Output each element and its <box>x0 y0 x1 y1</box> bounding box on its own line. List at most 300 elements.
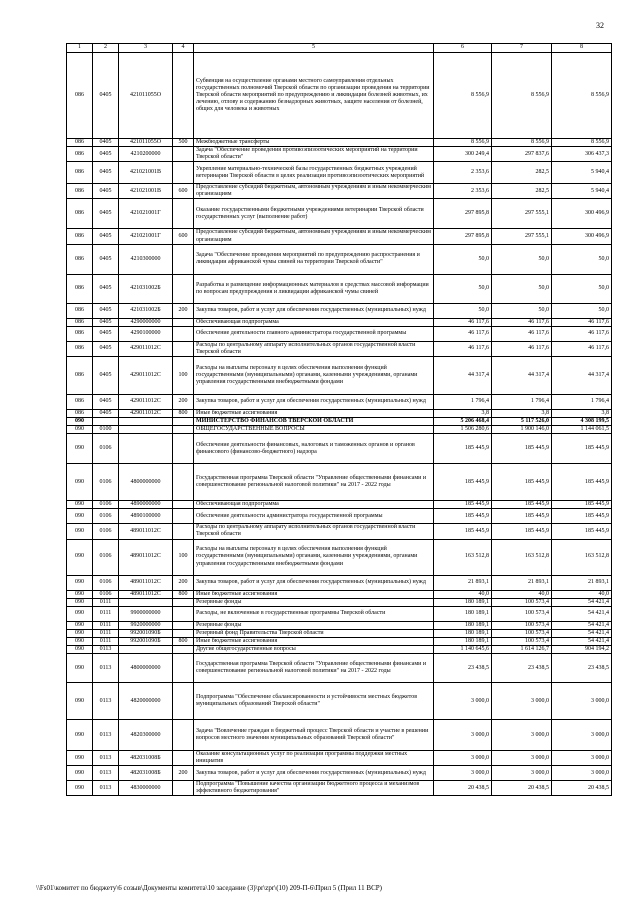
amount-year1-cell: 3 000,0 <box>434 720 492 751</box>
target-article-cell <box>119 426 173 434</box>
amount-year2-cell: 282,5 <box>492 162 552 184</box>
amount-year3-cell: 3,8 <box>552 409 612 417</box>
expense-type-cell <box>173 720 194 751</box>
section-code-cell: 0100 <box>93 426 119 434</box>
target-article-cell: 489011012С <box>119 575 173 590</box>
target-article-cell: 421021001Г <box>119 199 173 229</box>
table-row <box>67 244 612 274</box>
amount-year1-cell: 1 140 645,6 <box>434 645 492 653</box>
table-row <box>67 621 612 629</box>
description-cell: Оказание консультационных услуг по реализации программы поддержки местных инициатив <box>194 751 434 766</box>
header-cell: 4 <box>173 44 194 53</box>
description-cell: Иные бюджетные ассигнования <box>194 590 434 598</box>
target-article-cell: 421011055О <box>119 139 173 147</box>
expense-type-cell: 200 <box>173 303 194 318</box>
target-article-cell: 9900000000 <box>119 606 173 621</box>
amount-year2-cell: 3 000,0 <box>492 683 552 720</box>
section-code-cell: 0113 <box>93 766 119 781</box>
section-code-cell: 0405 <box>93 409 119 417</box>
description-cell: Задача "Вовлечение граждан в бюджетный процесс Тверской области и участие в решении вопросов местного значения муниципальных образований Тверской области" <box>194 720 434 751</box>
amount-year3-cell: 50,0 <box>552 303 612 318</box>
amount-year3-cell: 40,0 <box>552 590 612 598</box>
expense-type-cell <box>173 274 194 303</box>
table-row <box>67 766 612 781</box>
amount-year1-cell: 300 249,4 <box>434 147 492 162</box>
expense-type-cell <box>173 434 194 464</box>
description-cell: Укрепление материально-технической базы государственных бюджетных учреждений ветеринарии Тверской области в целях реализации противоэпизоотических мероприятий <box>194 162 434 184</box>
amount-year3-cell: 185 445,9 <box>552 434 612 464</box>
amount-year1-cell: 3 000,0 <box>434 766 492 781</box>
table-row <box>67 683 612 720</box>
amount-year2-cell: 3,8 <box>492 409 552 417</box>
description-cell: Иные бюджетные ассигнования <box>194 637 434 645</box>
amount-year2-cell: 100 573,4 <box>492 629 552 637</box>
amount-year1-cell: 2 353,6 <box>434 162 492 184</box>
amount-year3-cell: 54 421,4 <box>552 598 612 606</box>
target-article-cell: 4820000000 <box>119 683 173 720</box>
amount-year3-cell: 185 445,9 <box>552 509 612 524</box>
admin-code-cell: 086 <box>67 303 93 318</box>
target-article-cell: 9920000000 <box>119 621 173 629</box>
admin-code-cell: 086 <box>67 199 93 229</box>
admin-code-cell: 090 <box>67 751 93 766</box>
expense-type-cell <box>173 629 194 637</box>
amount-year3-cell: 300 496,9 <box>552 199 612 229</box>
target-article-cell: 4800000000 <box>119 654 173 683</box>
amount-year1-cell: 23 438,5 <box>434 654 492 683</box>
amount-year1-cell: 1 506 280,6 <box>434 426 492 434</box>
target-article-cell: 4800000000 <box>119 464 173 501</box>
expense-type-cell: 800 <box>173 590 194 598</box>
amount-year2-cell: 21 893,1 <box>492 575 552 590</box>
table-row <box>67 341 612 356</box>
description-cell: Другие общегосударственные вопросы <box>194 645 434 653</box>
amount-year1-cell: 1 796,4 <box>434 394 492 409</box>
admin-code-cell: 086 <box>67 326 93 341</box>
expense-type-cell <box>173 524 194 539</box>
admin-code-cell: 090 <box>67 524 93 539</box>
header-cell: 7 <box>492 44 552 53</box>
amount-year2-cell: 46 117,6 <box>492 341 552 356</box>
amount-year2-cell: 100 573,4 <box>492 621 552 629</box>
target-article-cell: 489011012С <box>119 539 173 575</box>
admin-code-cell: 090 <box>67 781 93 796</box>
amount-year1-cell: 180 189,1 <box>434 621 492 629</box>
expense-type-cell <box>173 501 194 509</box>
amount-year2-cell: 297 555,1 <box>492 199 552 229</box>
admin-code-cell: 086 <box>67 341 93 356</box>
header-cell: 2 <box>93 44 119 53</box>
amount-year1-cell: 3 000,0 <box>434 751 492 766</box>
table-row <box>67 356 612 394</box>
amount-year2-cell: 50,0 <box>492 303 552 318</box>
description-cell: Обеспечение деятельности финансовых, налоговых и таможенных органов и органов финансового (финансово-бюджетного) надзора <box>194 434 434 464</box>
description-cell: Закупка товаров, работ и услуг для обеспечения государственных (муниципальных) нужд <box>194 394 434 409</box>
description-cell: Закупка товаров, работ и услуг для обеспечения государственных (муниципальных) нужд <box>194 575 434 590</box>
target-article-cell <box>119 645 173 653</box>
table-row <box>67 575 612 590</box>
amount-year3-cell: 904 194,2 <box>552 645 612 653</box>
description-cell: Расходы на выплаты персоналу в целях обеспечения выполнения функций государственными (муниципальными) органами, казенными учреждениями, органами управления государственными внебюджетными фондами <box>194 539 434 575</box>
admin-code-cell: 086 <box>67 394 93 409</box>
table-row <box>67 645 612 653</box>
section-code-cell: 0106 <box>93 464 119 501</box>
amount-year1-cell: 185 445,9 <box>434 501 492 509</box>
admin-code-cell: 090 <box>67 720 93 751</box>
expense-type-cell: 200 <box>173 394 194 409</box>
amount-year3-cell: 23 438,5 <box>552 654 612 683</box>
section-code-cell: 0405 <box>93 326 119 341</box>
expense-type-cell: 100 <box>173 356 194 394</box>
amount-year3-cell: 300 496,9 <box>552 229 612 244</box>
amount-year2-cell: 3 000,0 <box>492 766 552 781</box>
amount-year2-cell: 185 445,9 <box>492 524 552 539</box>
amount-year1-cell: 50,0 <box>434 244 492 274</box>
amount-year3-cell: 54 421,4 <box>552 637 612 645</box>
target-article-cell: 4830000000 <box>119 781 173 796</box>
target-article-cell: 4210200000 <box>119 147 173 162</box>
amount-year3-cell: 3 000,0 <box>552 766 612 781</box>
target-article-cell: 421021001В <box>119 184 173 199</box>
target-article-cell: 4890100000 <box>119 509 173 524</box>
admin-code-cell: 090 <box>67 539 93 575</box>
amount-year1-cell: 8 556,9 <box>434 139 492 147</box>
amount-year3-cell: 306 437,3 <box>552 147 612 162</box>
amount-year3-cell: 4 308 199,5 <box>552 418 612 426</box>
description-cell: Государственная программа Тверской области "Управление общественными финансами и совершенствование региональной налоговой политики" на 2017 - 2022 годы <box>194 654 434 683</box>
admin-code-cell: 090 <box>67 501 93 509</box>
amount-year3-cell: 8 556,9 <box>552 53 612 139</box>
amount-year1-cell: 3 000,0 <box>434 683 492 720</box>
amount-year3-cell: 185 445,9 <box>552 524 612 539</box>
amount-year1-cell: 185 445,9 <box>434 464 492 501</box>
expense-type-cell <box>173 464 194 501</box>
expense-type-cell: 600 <box>173 229 194 244</box>
section-code-cell: 0106 <box>93 590 119 598</box>
description-cell: Субвенция на осуществление органами местного самоуправления отдельных государственных полномочий Тверской области по организации проведения на территории Тверской области мероприятий по предупреждению и ликвидации болезней животных, их лечению, отлову и содержанию безнадзорных животных, защите населения от болезней, общих для человека и животных <box>194 53 434 139</box>
amount-year1-cell: 180 189,1 <box>434 637 492 645</box>
amount-year1-cell: 180 189,1 <box>434 629 492 637</box>
table-row <box>67 326 612 341</box>
table-row <box>67 629 612 637</box>
section-code-cell: 0113 <box>93 751 119 766</box>
section-code-cell: 0113 <box>93 645 119 653</box>
section-code-cell: 0405 <box>93 341 119 356</box>
expense-type-cell <box>173 606 194 621</box>
section-code-cell: 0106 <box>93 539 119 575</box>
amount-year2-cell: 100 573,4 <box>492 598 552 606</box>
amount-year3-cell: 1 796,4 <box>552 394 612 409</box>
description-cell: Расходы на выплаты персоналу в целях обеспечения выполнения функций государственными (муниципальными) органами, казенными учреждениями, органами управления государственными внебюджетными фондами <box>194 356 434 394</box>
description-cell: Задача "Обеспечение проведения мероприятий по предупреждению распространения и ликвидации африканской чумы свиней на территории Тверской области" <box>194 244 434 274</box>
expense-type-cell <box>173 147 194 162</box>
expense-type-cell: 100 <box>173 539 194 575</box>
amount-year1-cell: 5 206 468,4 <box>434 418 492 426</box>
amount-year2-cell: 185 445,9 <box>492 464 552 501</box>
target-article-cell: 421031002Б <box>119 303 173 318</box>
section-code-cell: 0113 <box>93 720 119 751</box>
section-code-cell: 0111 <box>93 629 119 637</box>
target-article-cell <box>119 434 173 464</box>
amount-year2-cell: 40,0 <box>492 590 552 598</box>
admin-code-cell: 086 <box>67 409 93 417</box>
table-row <box>67 162 612 184</box>
table-row <box>67 426 612 434</box>
amount-year3-cell: 46 117,6 <box>552 341 612 356</box>
amount-year1-cell: 185 445,9 <box>434 524 492 539</box>
target-article-cell: 421031002Б <box>119 274 173 303</box>
header-cell: 6 <box>434 44 492 53</box>
target-article-cell: 4290000000 <box>119 318 173 326</box>
amount-year2-cell: 100 573,4 <box>492 606 552 621</box>
admin-code-cell: 090 <box>67 654 93 683</box>
section-code-cell: 0405 <box>93 162 119 184</box>
expense-type-cell: 500 <box>173 139 194 147</box>
amount-year3-cell: 5 940,4 <box>552 184 612 199</box>
section-code-cell: 0106 <box>93 501 119 509</box>
amount-year2-cell: 100 573,4 <box>492 637 552 645</box>
description-cell: Иные бюджетные ассигнования <box>194 409 434 417</box>
target-article-cell: 4290100000 <box>119 326 173 341</box>
admin-code-cell: 090 <box>67 621 93 629</box>
section-code-cell: 0405 <box>93 53 119 139</box>
admin-code-cell: 086 <box>67 244 93 274</box>
amount-year2-cell: 44 317,4 <box>492 356 552 394</box>
section-code-cell: 0106 <box>93 575 119 590</box>
amount-year1-cell: 163 512,8 <box>434 539 492 575</box>
table-row <box>67 434 612 464</box>
amount-year3-cell: 20 438,5 <box>552 781 612 796</box>
table-row <box>67 781 612 796</box>
description-cell: Закупка товаров, работ и услуг для обеспечения государственных (муниципальных) нужд <box>194 303 434 318</box>
amount-year2-cell: 50,0 <box>492 274 552 303</box>
description-cell: Расходы по центральному аппарату исполнительных органов государственной власти Тверской области <box>194 341 434 356</box>
file-path-footer: \\Fs01\комитет по бюджету\6 созыв\Документы комитета\10 заседание (3)\pr\zpr\(10) 209-П-6\Прил 5 (Прил 11 ВСР) <box>36 884 382 892</box>
amount-year2-cell: 297 555,1 <box>492 229 552 244</box>
table-row <box>67 409 612 417</box>
admin-code-cell: 086 <box>67 53 93 139</box>
section-code-cell: 0405 <box>93 318 119 326</box>
section-code-cell: 0111 <box>93 637 119 645</box>
admin-code-cell: 086 <box>67 356 93 394</box>
table-row <box>67 464 612 501</box>
table-row <box>67 751 612 766</box>
admin-code-cell: 086 <box>67 139 93 147</box>
amount-year2-cell: 20 438,5 <box>492 781 552 796</box>
description-cell: Предоставление субсидий бюджетным, автономным учреждениям и иным некоммерческим организациям <box>194 229 434 244</box>
admin-code-cell: 090 <box>67 464 93 501</box>
amount-year1-cell: 2 353,6 <box>434 184 492 199</box>
section-code-cell: 0113 <box>93 683 119 720</box>
description-cell: Расходы по центральному аппарату исполнительных органов государственной власти Тверской области <box>194 524 434 539</box>
amount-year2-cell: 282,5 <box>492 184 552 199</box>
amount-year3-cell: 50,0 <box>552 244 612 274</box>
section-code-cell: 0113 <box>93 781 119 796</box>
section-code-cell: 0405 <box>93 303 119 318</box>
section-code-cell: 0111 <box>93 606 119 621</box>
amount-year1-cell: 180 189,1 <box>434 606 492 621</box>
table-row <box>67 318 612 326</box>
amount-year1-cell: 46 117,6 <box>434 341 492 356</box>
target-article-cell: 4890000000 <box>119 501 173 509</box>
expense-type-cell: 200 <box>173 766 194 781</box>
table-row <box>67 637 612 645</box>
admin-code-cell: 090 <box>67 766 93 781</box>
table-row <box>67 524 612 539</box>
table-row <box>67 720 612 751</box>
amount-year2-cell: 3 000,0 <box>492 720 552 751</box>
expense-type-cell <box>173 426 194 434</box>
target-article-cell: 482031008Б <box>119 766 173 781</box>
expense-type-cell <box>173 509 194 524</box>
table-row <box>67 199 612 229</box>
description-cell: Резервные фонды <box>194 621 434 629</box>
table-row <box>67 418 612 426</box>
admin-code-cell: 090 <box>67 637 93 645</box>
page-number: 32 <box>596 21 604 30</box>
expense-type-cell: 200 <box>173 575 194 590</box>
admin-code-cell: 086 <box>67 274 93 303</box>
section-code-cell: 0405 <box>93 356 119 394</box>
section-code-cell: 0106 <box>93 524 119 539</box>
table-row <box>67 539 612 575</box>
expense-type-cell: 600 <box>173 184 194 199</box>
amount-year1-cell: 40,0 <box>434 590 492 598</box>
target-article-cell: 489011012С <box>119 524 173 539</box>
header-cell: 1 <box>67 44 93 53</box>
table-row <box>67 184 612 199</box>
target-article-cell: 421011055О <box>119 53 173 139</box>
amount-year2-cell: 50,0 <box>492 244 552 274</box>
section-code-cell: 0405 <box>93 139 119 147</box>
amount-year2-cell: 23 438,5 <box>492 654 552 683</box>
amount-year1-cell: 297 895,8 <box>434 229 492 244</box>
section-code-cell: 0405 <box>93 184 119 199</box>
amount-year3-cell: 1 144 061,5 <box>552 426 612 434</box>
expense-type-cell <box>173 781 194 796</box>
amount-year3-cell: 185 445,9 <box>552 464 612 501</box>
amount-year2-cell: 46 117,6 <box>492 318 552 326</box>
amount-year2-cell: 297 837,6 <box>492 147 552 162</box>
admin-code-cell: 090 <box>67 606 93 621</box>
amount-year3-cell: 54 421,4 <box>552 606 612 621</box>
amount-year3-cell: 46 117,6 <box>552 318 612 326</box>
section-code-cell: 0106 <box>93 509 119 524</box>
amount-year3-cell: 50,0 <box>552 274 612 303</box>
target-article-cell: 4210300000 <box>119 244 173 274</box>
section-code-cell: 0106 <box>93 434 119 464</box>
amount-year3-cell: 46 117,6 <box>552 326 612 341</box>
section-code-cell: 0111 <box>93 621 119 629</box>
amount-year2-cell: 5 117 526,0 <box>492 418 552 426</box>
admin-code-cell: 086 <box>67 184 93 199</box>
amount-year1-cell: 21 893,1 <box>434 575 492 590</box>
target-article-cell: 421021001Г <box>119 229 173 244</box>
description-cell: ОБЩЕГОСУДАРСТВЕННЫЕ ВОПРОСЫ <box>194 426 434 434</box>
admin-code-cell: 086 <box>67 147 93 162</box>
table-row <box>67 590 612 598</box>
target-article-cell: 421021001В <box>119 162 173 184</box>
amount-year3-cell: 3 000,0 <box>552 683 612 720</box>
amount-year1-cell: 3,8 <box>434 409 492 417</box>
expense-type-cell <box>173 645 194 653</box>
amount-year3-cell: 8 556,9 <box>552 139 612 147</box>
expense-type-cell <box>173 341 194 356</box>
admin-code-cell: 090 <box>67 683 93 720</box>
description-cell: Обеспечение деятельности главного администратора государственной программы <box>194 326 434 341</box>
table-row <box>67 598 612 606</box>
header-row <box>67 44 612 53</box>
expense-type-cell <box>173 598 194 606</box>
expense-type-cell: 800 <box>173 637 194 645</box>
description-cell: Обеспечивающая подпрограмма <box>194 501 434 509</box>
section-code-cell: 0405 <box>93 229 119 244</box>
table-row <box>67 501 612 509</box>
expense-type-cell <box>173 683 194 720</box>
amount-year3-cell: 185 445,9 <box>552 501 612 509</box>
description-cell: Резервные фонды <box>194 598 434 606</box>
amount-year2-cell: 1 900 146,0 <box>492 426 552 434</box>
admin-code-cell: 086 <box>67 318 93 326</box>
amount-year3-cell: 21 893,1 <box>552 575 612 590</box>
section-code-cell <box>93 418 119 426</box>
description-cell: Межбюджетные трансферты <box>194 139 434 147</box>
amount-year2-cell: 8 556,9 <box>492 53 552 139</box>
description-cell: Задача "Обеспечение проведения противоэпизоотических мероприятий на территории Тверской области" <box>194 147 434 162</box>
amount-year3-cell: 3 000,0 <box>552 720 612 751</box>
description-cell: МИНИСТЕРСТВО ФИНАНСОВ ТВЕРСКОЙ ОБЛАСТИ <box>194 418 434 426</box>
table-row <box>67 394 612 409</box>
table-row <box>67 147 612 162</box>
admin-code-cell: 090 <box>67 598 93 606</box>
table-row <box>67 606 612 621</box>
amount-year3-cell: 163 512,8 <box>552 539 612 575</box>
target-article-cell: 429011012С <box>119 409 173 417</box>
admin-code-cell: 090 <box>67 434 93 464</box>
admin-code-cell: 090 <box>67 645 93 653</box>
description-cell: Подпрограмма "Повышение качества организации бюджетного процесса и механизмов эффективного бюджетирования" <box>194 781 434 796</box>
expense-type-cell <box>173 751 194 766</box>
table-row <box>67 274 612 303</box>
expense-type-cell <box>173 162 194 184</box>
admin-code-cell: 086 <box>67 229 93 244</box>
amount-year1-cell: 185 445,9 <box>434 509 492 524</box>
admin-code-cell: 090 <box>67 418 93 426</box>
expense-type-cell <box>173 654 194 683</box>
amount-year3-cell: 44 317,4 <box>552 356 612 394</box>
amount-year2-cell: 1 796,4 <box>492 394 552 409</box>
expense-type-cell <box>173 199 194 229</box>
amount-year1-cell: 185 445,9 <box>434 434 492 464</box>
target-article-cell <box>119 598 173 606</box>
amount-year3-cell: 54 421,4 <box>552 629 612 637</box>
amount-year1-cell: 8 556,9 <box>434 53 492 139</box>
section-code-cell: 0405 <box>93 147 119 162</box>
description-cell: Обеспечивающая подпрограмма <box>194 318 434 326</box>
expense-type-cell <box>173 318 194 326</box>
amount-year2-cell: 185 445,9 <box>492 509 552 524</box>
amount-year1-cell: 44 317,4 <box>434 356 492 394</box>
description-cell: Резервный фонд Правительства Тверской области <box>194 629 434 637</box>
section-code-cell: 0111 <box>93 598 119 606</box>
expense-type-cell <box>173 244 194 274</box>
amount-year1-cell: 46 117,6 <box>434 318 492 326</box>
expense-type-cell <box>173 326 194 341</box>
description-cell: Закупка товаров, работ и услуг для обеспечения государственных (муниципальных) нужд <box>194 766 434 781</box>
amount-year1-cell: 20 438,5 <box>434 781 492 796</box>
amount-year1-cell: 50,0 <box>434 303 492 318</box>
description-cell: Обеспечение деятельности администратора государственной программы <box>194 509 434 524</box>
